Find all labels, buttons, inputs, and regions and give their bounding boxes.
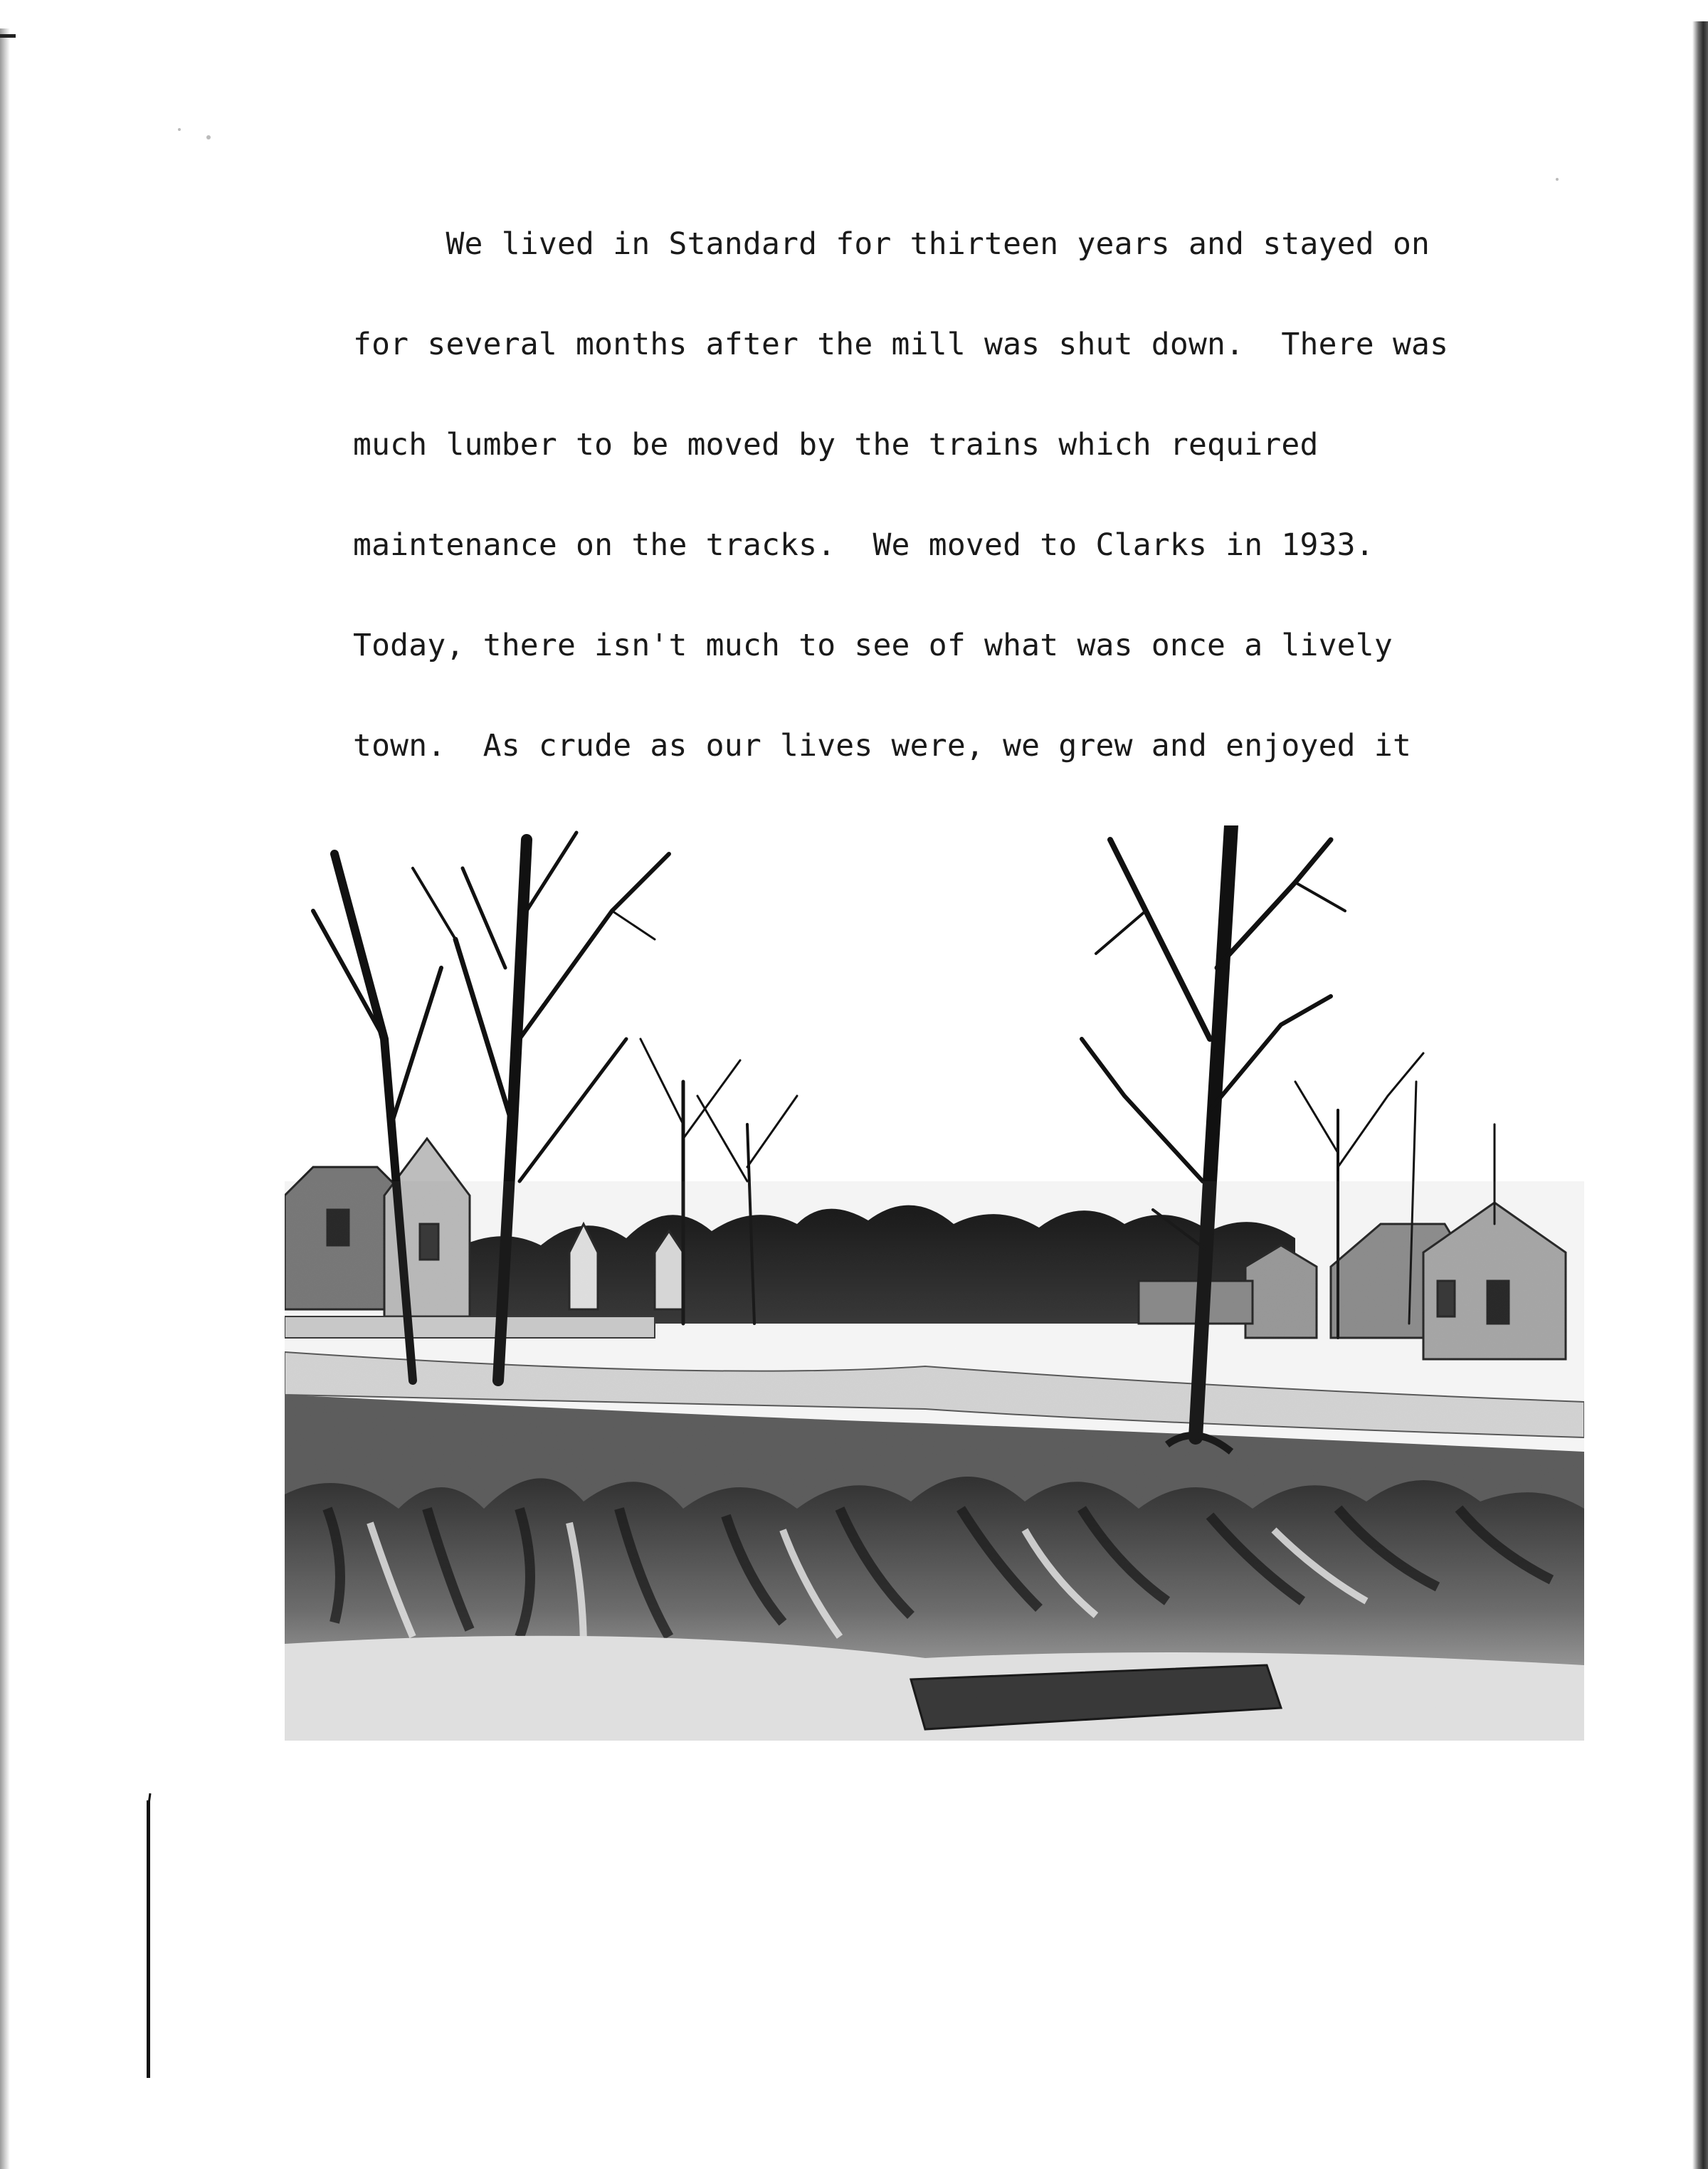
scan-mark-left-bar [147, 1800, 150, 2078]
paragraph-line: for several months after the mill was shut down. There was [353, 327, 1449, 362]
scan-edge-right [1692, 21, 1708, 2169]
scan-mark-top-left [0, 34, 16, 38]
paragraph-line: We lived in Standard for thirteen years and stayed on [353, 226, 1430, 262]
dust-speck [178, 128, 181, 131]
scan-edge-left [0, 28, 10, 2169]
dust-speck [206, 135, 211, 139]
historic-town-photo [285, 825, 1584, 1741]
paragraph-line: town. As crude as our lives were, we grew and enjoyed it [353, 728, 1412, 764]
paragraph-line: much lumber to be moved by the trains which required [353, 427, 1319, 463]
photo-illustration [285, 825, 1584, 1741]
paragraph-line: maintenance on the tracks. We moved to Clarks in 1933. [353, 527, 1374, 563]
paragraph-line: Today, there isn't much to see of what was once a lively [353, 628, 1393, 663]
